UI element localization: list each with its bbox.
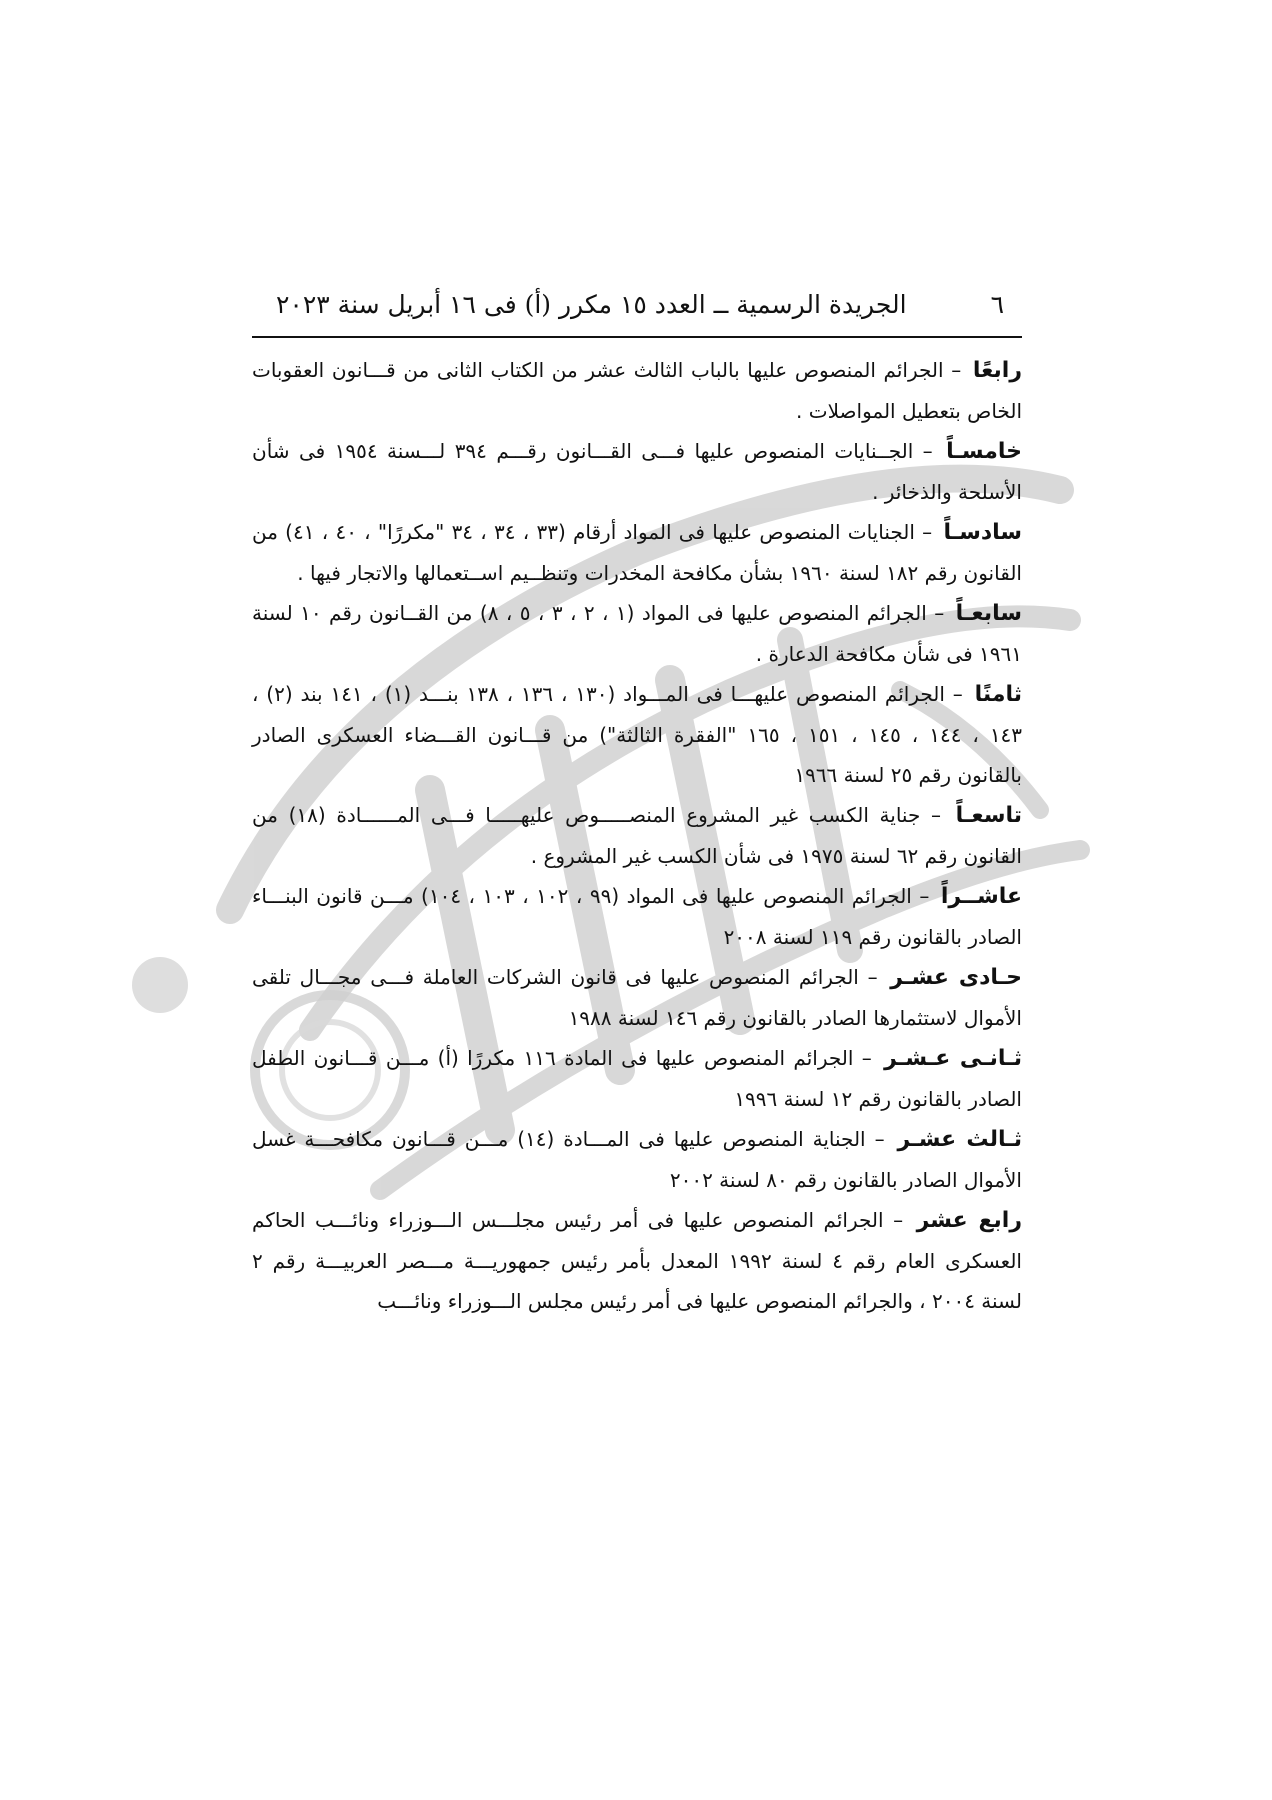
page-header	[252, 290, 1022, 338]
page-number: ٦	[990, 290, 1004, 319]
paragraph	[252, 512, 1022, 593]
paragraph-text: – الجــنايات المنصوص عليها فـــى القـــانون رقـــم ٣٩٤ لـــسنة ١٩٥٤ فى شأن الأسلحة والذخائر .	[252, 439, 1022, 504]
document-page	[252, 290, 1022, 1321]
paragraph-lead: سادسـاً	[943, 520, 1023, 545]
paragraph-text: – الجنايات المنصوص عليها فى المواد أرقام (٣٣ ، ٣٤ ، ٣٤ "مكررًا" ، ٤٠ ، ٤١) من القانون رقم ١٨٢ لسنة ١٩٦٠ بشأن مكافحة المخدرات وتنظــيم اســتعمالها والاتجار فيها .	[252, 520, 1022, 585]
paragraph-text: – الجناية المنصوص عليها فى المـــادة (١٤) مـــن قـــانون مكافحـــة غسل الأموال الصادر بالقانون رقم ٨٠ لسنة ٢٠٠٢	[252, 1127, 1022, 1192]
paragraph-lead: حـادى عشـر	[890, 965, 1022, 990]
gazette-title: الجريدة الرسمية ــ العدد ١٥ مكرر (أ) فى ١٦ أبريل سنة ٢٠٢٣	[276, 290, 907, 319]
paragraph-text: – الجرائم المنصوص عليها فى المواد (١ ، ٢ ، ٣ ، ٥ ، ٨) من القــانون رقم ١٠ لسنة ١٩٦١ فى شأن مكافحة الدعارة .	[252, 601, 1022, 666]
paragraph	[252, 1119, 1022, 1200]
paragraph-text: – الجرائم المنصوص عليها فى المادة ١١٦ مكررًا (أ) مـــن قـــانون الطفل الصادر بالقانون رقم ١٢ لسنة ١٩٩٦	[252, 1046, 1022, 1111]
paragraph-lead: ثامنًا	[974, 682, 1023, 707]
paragraph	[252, 350, 1022, 431]
paragraph	[252, 593, 1022, 674]
paragraph-lead: خامسـاً	[946, 439, 1022, 464]
paragraph-text: – جناية الكسب غير المشروع المنصـــــوص عليهـــــا فـــى المــــــادة (١٨) من القانون رقم ٦٢ لسنة ١٩٧٥ فى شأن الكسب غير المشروع .	[252, 803, 1022, 868]
paragraph	[252, 674, 1022, 795]
paragraph	[252, 1038, 1022, 1119]
paragraph-lead: ثـانـى عـشـر	[884, 1046, 1022, 1071]
paragraph-lead: سابعـاً	[955, 601, 1023, 626]
paragraph-text: – الجرائم المنصوص عليها فى المواد (٩٩ ، ١٠٢ ، ١٠٣ ، ١٠٤) مـــن قانون البنـــاء الصادر بالقانون رقم ١١٩ لسنة ٢٠٠٨	[252, 884, 1022, 949]
paragraph	[252, 1200, 1022, 1321]
paragraph	[252, 957, 1022, 1038]
paragraph	[252, 795, 1022, 876]
paragraph-lead: رابعًا	[972, 358, 1022, 383]
paragraph-text: – الجرائم المنصوص عليهـــا فى المـــواد (١٣٠ ، ١٣٦ ، ١٣٨ بنـــد (١) ، ١٤١ بند (٢) ، ١٤٣ ، ١٤٤ ، ١٤٥ ، ١٥١ ، ١٦٥ "الفقرة الثالثة") من قـــانون القـــضاء العسكرى الصادر بالقانون رقم ٢٥ لسنة ١٩٦٦	[252, 682, 1023, 787]
paragraph-lead: ثـالث عشـر	[897, 1127, 1023, 1152]
paragraph	[252, 876, 1022, 957]
paragraph	[252, 431, 1022, 512]
paragraph-lead: رابع عشر	[916, 1208, 1022, 1233]
document-body	[252, 350, 1022, 1321]
paragraph-lead: عاشــراً	[940, 884, 1023, 909]
paragraph-text: – الجرائم المنصوص عليها فى أمر رئيس مجلـــس الـــوزراء ونائـــب الحاكم العسكرى العام رقم ٤ لسنة ١٩٩٢ المعدل بأمر رئيس جمهوريـــة مـــصر العربيـــة رقم ٢ لسنة ٢٠٠٤ ، والجرائم المنصوص عليها فى أمر رئيس مجلس الـــوزراء ونائـــب	[252, 1208, 1022, 1313]
paragraph-text: – الجرائم المنصوص عليها بالباب الثالث عشر من الكتاب الثانى من قـــانون العقوبات الخاص بتعطيل المواصلات .	[252, 358, 1022, 423]
paragraph-text: – الجرائم المنصوص عليها فى قانون الشركات العاملة فـــى مجـــال تلقى الأموال لاستثمارها الصادر بالقانون رقم ١٤٦ لسنة ١٩٨٨	[252, 965, 1022, 1030]
paragraph-lead: تاسعـاً	[955, 803, 1022, 828]
